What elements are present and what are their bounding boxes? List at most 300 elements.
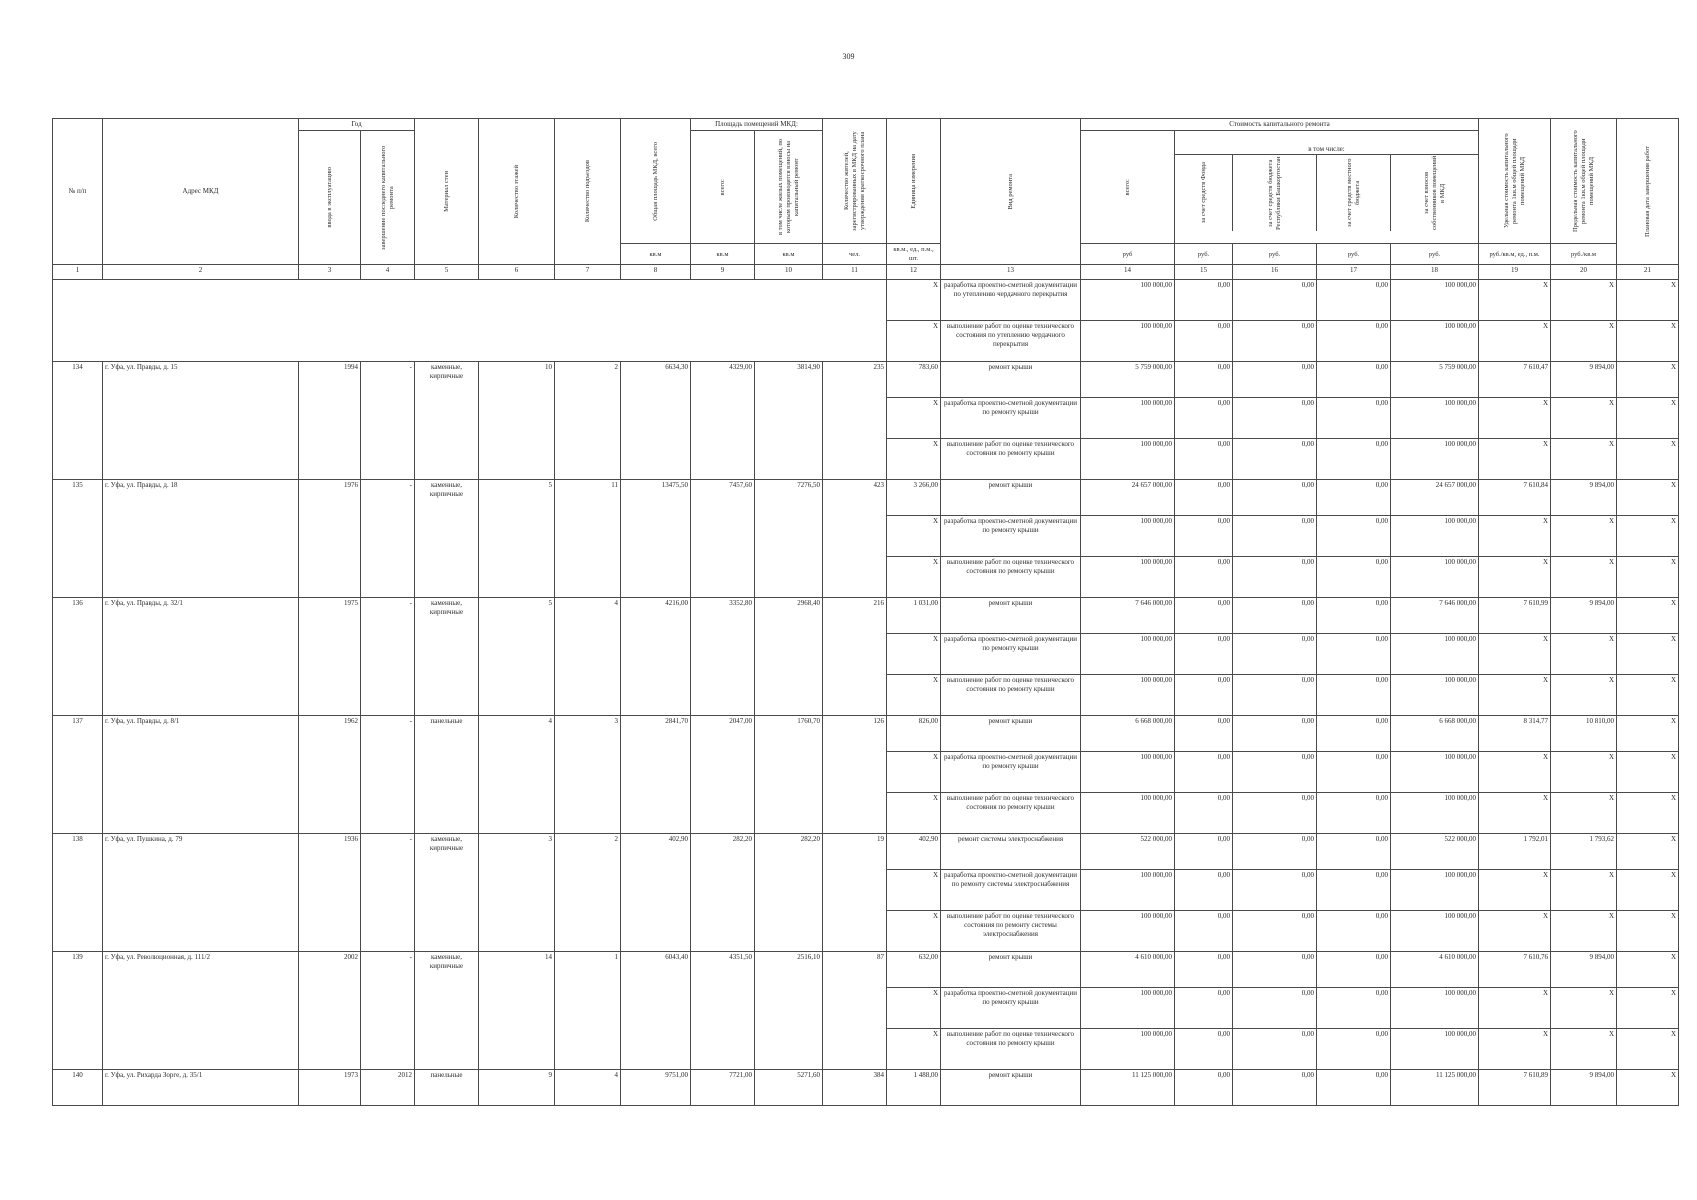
total-area-cell: 2841,70: [621, 716, 691, 834]
cost-total-cell: 100 000,00: [1081, 793, 1175, 834]
header-premises-total-text: всего:: [718, 178, 726, 196]
cost-local-cell: 0,00: [1317, 952, 1391, 988]
repair-type-cell: ремонт крыши: [941, 952, 1081, 988]
cost-republic-cell: 0,00: [1233, 716, 1317, 752]
header-planned-date-text: Плановая дата завершения работ: [1643, 145, 1651, 238]
cost-local-cell: 0,00: [1317, 1070, 1391, 1106]
cost-local-cell: 0,00: [1317, 398, 1391, 439]
year-last-repair-cell: -: [361, 834, 415, 952]
cost-fund-cell: 0,00: [1175, 834, 1233, 870]
total-area-cell: 4216,00: [621, 598, 691, 716]
owned-area-cell: 282,20: [755, 834, 823, 952]
header-planned-date: [1617, 119, 1679, 265]
year-last-repair-cell: -: [361, 716, 415, 834]
header-max-cost-text: Предельная стоимость капитального ремонта 1кв.м общей площади помещений МКД: [1571, 130, 1595, 232]
address-cell: г. Уфа, ул. Рихарда Зорге, д. 35/1: [103, 1070, 299, 1106]
cost-republic-cell: 0,00: [1233, 480, 1317, 516]
repair-type-cell: ремонт крыши: [941, 480, 1081, 516]
cost-total-cell: 7 646 000,00: [1081, 598, 1175, 634]
header-unit-cost-text: Удельная стоимость капитального ремонта 1кв.м общей площади помещений МКД: [1502, 133, 1526, 229]
header-total-area: [621, 119, 691, 244]
entrances-cell: 1: [555, 952, 621, 1070]
header-year-commission-text: ввода в эксплуатацию: [325, 167, 333, 228]
total-area-cell: 6043,40: [621, 952, 691, 1070]
unit-owned: кв.м: [755, 244, 823, 265]
header-cost-local-text: за счет средств местного бюджета: [1345, 158, 1361, 227]
entrances-cell: 3: [555, 716, 621, 834]
header-entrances: [555, 119, 621, 265]
entrances-cell: 4: [555, 1070, 621, 1106]
unit-cost-cell: X: [1479, 1029, 1551, 1070]
address-cell: г. Уфа, ул. Правды, д. 32/1: [103, 598, 299, 716]
cost-owners-cell: 100 000,00: [1391, 634, 1479, 675]
measure-cell: 1 488,00: [887, 1070, 941, 1106]
cost-local-cell: 0,00: [1317, 870, 1391, 911]
cost-local-cell: 0,00: [1317, 716, 1391, 752]
cost-republic-cell: 0,00: [1233, 1070, 1317, 1106]
year-commission-cell: 1994: [299, 362, 361, 480]
cost-total-cell: 100 000,00: [1081, 398, 1175, 439]
measure-cell: X: [887, 557, 941, 598]
unit-cost-cell: X: [1479, 280, 1551, 321]
measure-cell: 3 266,00: [887, 480, 941, 516]
max-cost-cell: 9 894,00: [1551, 952, 1617, 988]
header-premises-group: Площадь помещений МКД:: [691, 119, 823, 131]
continued-building-cell: [53, 280, 887, 362]
unit-cost-cell: 7 610,47: [1479, 362, 1551, 398]
repair-type-cell: разработка проектно-сметной документации по ремонту крыши: [941, 752, 1081, 793]
cost-local-cell: 0,00: [1317, 321, 1391, 362]
max-cost-cell: 9 894,00: [1551, 1070, 1617, 1106]
header-repair-type: [941, 119, 1081, 265]
cost-owners-cell: 100 000,00: [1391, 675, 1479, 716]
total-area-cell: 6634,30: [621, 362, 691, 480]
cost-fund-cell: 0,00: [1175, 675, 1233, 716]
year-last-repair-cell: 2012: [361, 1070, 415, 1106]
entrances-cell: 11: [555, 480, 621, 598]
cost-owners-cell: 100 000,00: [1391, 398, 1479, 439]
cost-local-cell: 0,00: [1317, 634, 1391, 675]
cost-local-cell: 0,00: [1317, 1029, 1391, 1070]
unit-cost-cell: X: [1479, 634, 1551, 675]
planned-date-cell: X: [1617, 439, 1679, 480]
repair-type-cell: выполнение работ по оценке технического состояния по ремонту крыши: [941, 1029, 1081, 1070]
row-number-cell: 139: [53, 952, 103, 1070]
cost-fund-cell: 0,00: [1175, 480, 1233, 516]
floors-cell: 10: [479, 362, 555, 480]
cost-owners-cell: 100 000,00: [1391, 870, 1479, 911]
cost-republic-cell: 0,00: [1233, 557, 1317, 598]
table-row: [53, 280, 1679, 321]
repair-type-cell: выполнение работ по оценке технического состояния по ремонту крыши: [941, 439, 1081, 480]
header-floors-text: Количество этажей: [512, 164, 520, 219]
cost-fund-cell: 0,00: [1175, 793, 1233, 834]
cost-total-cell: 24 657 000,00: [1081, 480, 1175, 516]
cost-owners-cell: 100 000,00: [1391, 280, 1479, 321]
measure-cell: X: [887, 752, 941, 793]
address-cell: г. Уфа, ул. Правды, д. 15: [103, 362, 299, 480]
row-number-cell: 134: [53, 362, 103, 480]
measure-cell: 632,00: [887, 952, 941, 988]
total-area-cell: 402,90: [621, 834, 691, 952]
unit-rub-unit-cost: руб./кв.м, ед., п.м.: [1479, 244, 1551, 265]
column-number: 12: [887, 265, 941, 280]
cost-owners-cell: 100 000,00: [1391, 752, 1479, 793]
measure-cell: X: [887, 280, 941, 321]
residents-cell: 19: [823, 834, 887, 952]
repair-plan-table: [52, 118, 1679, 1106]
cost-total-cell: 4 610 000,00: [1081, 952, 1175, 988]
cost-total-cell: 522 000,00: [1081, 834, 1175, 870]
cost-owners-cell: 11 125 000,00: [1391, 1070, 1479, 1106]
header-entrances-text: Количество подъездов: [583, 160, 591, 223]
table-header: [53, 119, 1679, 265]
max-cost-cell: 9 894,00: [1551, 598, 1617, 634]
unit-cost-cell: 7 610,99: [1479, 598, 1551, 634]
column-number: 10: [755, 265, 823, 280]
max-cost-cell: X: [1551, 1029, 1617, 1070]
total-area-cell: 9751,00: [621, 1070, 691, 1106]
planned-date-cell: X: [1617, 988, 1679, 1029]
cost-fund-cell: 0,00: [1175, 870, 1233, 911]
cost-owners-cell: 100 000,00: [1391, 988, 1479, 1029]
unit-cost-cell: X: [1479, 516, 1551, 557]
header-unit-measure-text: Единица измерения: [909, 153, 917, 209]
measure-cell: X: [887, 870, 941, 911]
column-number: 2: [103, 265, 299, 280]
cost-local-cell: 0,00: [1317, 793, 1391, 834]
cost-republic-cell: 0,00: [1233, 793, 1317, 834]
column-number: 18: [1391, 265, 1479, 280]
year-last-repair-cell: -: [361, 480, 415, 598]
unit-cost-cell: X: [1479, 557, 1551, 598]
column-number: 17: [1317, 265, 1391, 280]
unit-premises: кв.м: [691, 244, 755, 265]
year-commission-cell: 1975: [299, 598, 361, 716]
table-row: [53, 716, 1679, 752]
column-number: 3: [299, 265, 361, 280]
header-year-last-repair-text: завершение последнего капитального ремонта: [379, 145, 395, 250]
entrances-cell: 2: [555, 362, 621, 480]
cost-total-cell: 6 668 000,00: [1081, 716, 1175, 752]
cost-local-cell: 0,00: [1317, 598, 1391, 634]
column-number: 14: [1081, 265, 1175, 280]
owned-area-cell: 5271,60: [755, 1070, 823, 1106]
cost-owners-cell: 100 000,00: [1391, 793, 1479, 834]
max-cost-cell: 9 894,00: [1551, 480, 1617, 516]
header-unit-cost: [1479, 119, 1551, 244]
header-unit-measure: [887, 119, 941, 244]
cost-fund-cell: 0,00: [1175, 1029, 1233, 1070]
owned-area-cell: 1760,70: [755, 716, 823, 834]
cost-owners-cell: 6 668 000,00: [1391, 716, 1479, 752]
residents-cell: 87: [823, 952, 887, 1070]
owned-area-cell: 3814,90: [755, 362, 823, 480]
cost-republic-cell: 0,00: [1233, 675, 1317, 716]
planned-date-cell: X: [1617, 516, 1679, 557]
page-number: 309: [842, 52, 855, 61]
cost-owners-cell: 522 000,00: [1391, 834, 1479, 870]
total-area-cell: 13475,50: [621, 480, 691, 598]
cost-republic-cell: 0,00: [1233, 752, 1317, 793]
repair-type-cell: разработка проектно-сметной документации по ремонту крыши: [941, 398, 1081, 439]
planned-date-cell: X: [1617, 911, 1679, 952]
cost-owners-cell: 100 000,00: [1391, 1029, 1479, 1070]
owned-area-cell: 7276,50: [755, 480, 823, 598]
unit-rub-owners: руб.: [1391, 244, 1479, 265]
max-cost-cell: X: [1551, 280, 1617, 321]
cost-owners-cell: 7 646 000,00: [1391, 598, 1479, 634]
wall-material-cell: панельные: [415, 1070, 479, 1106]
cost-fund-cell: 0,00: [1175, 752, 1233, 793]
cost-republic-cell: 0,00: [1233, 280, 1317, 321]
column-number: 5: [415, 265, 479, 280]
max-cost-cell: X: [1551, 988, 1617, 1029]
measure-cell: X: [887, 675, 941, 716]
address-cell: г. Уфа, ул. Правды, д. 8/1: [103, 716, 299, 834]
measure-cell: X: [887, 1029, 941, 1070]
premises-cell: 4329,00: [691, 362, 755, 480]
header-cost-owners: [1391, 155, 1478, 231]
cost-local-cell: 0,00: [1317, 834, 1391, 870]
measure-cell: X: [887, 634, 941, 675]
year-last-repair-cell: -: [361, 598, 415, 716]
column-number: 6: [479, 265, 555, 280]
cost-republic-cell: 0,00: [1233, 952, 1317, 988]
wall-material-cell: каменные, кирпичные: [415, 952, 479, 1070]
floors-cell: 3: [479, 834, 555, 952]
cost-republic-cell: 0,00: [1233, 516, 1317, 557]
header-num: № п/п: [53, 119, 103, 265]
table-row: [53, 480, 1679, 516]
planned-date-cell: X: [1617, 952, 1679, 988]
residents-cell: 126: [823, 716, 887, 834]
address-cell: г. Уфа, ул. Революционная, д. 111/2: [103, 952, 299, 1070]
row-number-cell: 140: [53, 1070, 103, 1106]
header-residents-text: Количество жителей, зарегистрированных в МКД на дату утверждения краткосрочного плана: [842, 131, 866, 231]
unit-cost-cell: X: [1479, 321, 1551, 362]
address-cell: г. Уфа, ул. Пушкина, д. 79: [103, 834, 299, 952]
planned-date-cell: X: [1617, 1070, 1679, 1106]
cost-total-cell: 100 000,00: [1081, 557, 1175, 598]
repair-type-cell: ремонт крыши: [941, 598, 1081, 634]
address-cell: г. Уфа, ул. Правды, д. 18: [103, 480, 299, 598]
unit-cost-cell: X: [1479, 988, 1551, 1029]
row-number-cell: 136: [53, 598, 103, 716]
cost-fund-cell: 0,00: [1175, 398, 1233, 439]
unit-cost-cell: 8 314,77: [1479, 716, 1551, 752]
planned-date-cell: X: [1617, 480, 1679, 516]
header-premises-total: [691, 131, 755, 244]
planned-date-cell: X: [1617, 598, 1679, 634]
column-number-row: [53, 265, 1679, 280]
max-cost-cell: X: [1551, 911, 1617, 952]
floors-cell: 9: [479, 1070, 555, 1106]
cost-local-cell: 0,00: [1317, 752, 1391, 793]
header-cost-republic-text: за счет средств бюджета Республики Башкортостан: [1266, 155, 1282, 230]
year-commission-cell: 1936: [299, 834, 361, 952]
header-address: Адрес МКД: [103, 119, 299, 265]
cost-total-cell: 100 000,00: [1081, 1029, 1175, 1070]
owned-area-cell: 2516,10: [755, 952, 823, 1070]
column-number: 15: [1175, 265, 1233, 280]
unit-cost-cell: 1 792,01: [1479, 834, 1551, 870]
year-commission-cell: 1962: [299, 716, 361, 834]
repair-type-cell: выполнение работ по оценке технического состояния по утеплению чердачного перекрытия: [941, 321, 1081, 362]
header-year-group: Год: [299, 119, 415, 131]
repair-type-cell: выполнение работ по оценке технического состояния по ремонту крыши: [941, 675, 1081, 716]
unit-cost-cell: 7 610,84: [1479, 480, 1551, 516]
column-number: 19: [1479, 265, 1551, 280]
column-number: 7: [555, 265, 621, 280]
header-floors: [479, 119, 555, 265]
unit-area: кв.м: [621, 244, 691, 265]
cost-total-cell: 100 000,00: [1081, 752, 1175, 793]
repair-type-cell: разработка проектно-сметной документации по ремонту системы электроснабжения: [941, 870, 1081, 911]
year-commission-cell: 1973: [299, 1070, 361, 1106]
cost-owners-cell: 100 000,00: [1391, 321, 1479, 362]
cost-owners-cell: 5 759 000,00: [1391, 362, 1479, 398]
planned-date-cell: X: [1617, 362, 1679, 398]
wall-material-cell: каменные, кирпичные: [415, 480, 479, 598]
cost-republic-cell: 0,00: [1233, 362, 1317, 398]
cost-total-cell: 11 125 000,00: [1081, 1070, 1175, 1106]
cost-republic-cell: 0,00: [1233, 988, 1317, 1029]
row-number-cell: 137: [53, 716, 103, 834]
unit-cost-cell: X: [1479, 870, 1551, 911]
column-number: 20: [1551, 265, 1617, 280]
table-row: [53, 1070, 1679, 1106]
unit-cost-cell: X: [1479, 439, 1551, 480]
cost-fund-cell: 0,00: [1175, 362, 1233, 398]
cost-fund-cell: 0,00: [1175, 634, 1233, 675]
header-premises-owned: [755, 131, 823, 244]
table-row: [53, 362, 1679, 398]
cost-fund-cell: 0,00: [1175, 598, 1233, 634]
floors-cell: 14: [479, 952, 555, 1070]
header-year-commission: [299, 131, 361, 265]
planned-date-cell: X: [1617, 834, 1679, 870]
premises-cell: 7457,60: [691, 480, 755, 598]
cost-republic-cell: 0,00: [1233, 321, 1317, 362]
cost-fund-cell: 0,00: [1175, 1070, 1233, 1106]
cost-republic-cell: 0,00: [1233, 598, 1317, 634]
cost-total-cell: 100 000,00: [1081, 988, 1175, 1029]
unit-cost-cell: X: [1479, 675, 1551, 716]
cost-fund-cell: 0,00: [1175, 911, 1233, 952]
planned-date-cell: X: [1617, 870, 1679, 911]
header-residents: [823, 119, 887, 244]
header-cost-owners-text: за счет взносов собственников помещений в МКД: [1422, 155, 1446, 230]
cost-republic-cell: 0,00: [1233, 634, 1317, 675]
unit-cost-cell: X: [1479, 398, 1551, 439]
cost-fund-cell: 0,00: [1175, 952, 1233, 988]
unit-rub-fund: руб.: [1175, 244, 1233, 265]
cost-owners-cell: 24 657 000,00: [1391, 480, 1479, 516]
cost-owners-cell: 100 000,00: [1391, 557, 1479, 598]
residents-cell: 384: [823, 1070, 887, 1106]
header-max-cost: [1551, 119, 1617, 244]
max-cost-cell: X: [1551, 439, 1617, 480]
residents-cell: 235: [823, 362, 887, 480]
header-cost-incl-block: [1175, 131, 1479, 244]
column-number: 16: [1233, 265, 1317, 280]
planned-date-cell: X: [1617, 716, 1679, 752]
column-number: 8: [621, 265, 691, 280]
max-cost-cell: X: [1551, 398, 1617, 439]
row-number-cell: 138: [53, 834, 103, 952]
cost-fund-cell: 0,00: [1175, 516, 1233, 557]
cost-total-cell: 100 000,00: [1081, 321, 1175, 362]
cost-fund-cell: 0,00: [1175, 280, 1233, 321]
cost-local-cell: 0,00: [1317, 439, 1391, 480]
cost-fund-cell: 0,00: [1175, 988, 1233, 1029]
measure-cell: 402,90: [887, 834, 941, 870]
table-row: [53, 598, 1679, 634]
column-number: 11: [823, 265, 887, 280]
repair-type-cell: ремонт системы электроснабжения: [941, 834, 1081, 870]
unit-people: чел.: [823, 244, 887, 265]
floors-cell: 5: [479, 598, 555, 716]
cost-local-cell: 0,00: [1317, 557, 1391, 598]
measure-cell: X: [887, 321, 941, 362]
measure-cell: 1 031,00: [887, 598, 941, 634]
cost-local-cell: 0,00: [1317, 675, 1391, 716]
cost-local-cell: 0,00: [1317, 911, 1391, 952]
cost-local-cell: 0,00: [1317, 362, 1391, 398]
planned-date-cell: X: [1617, 634, 1679, 675]
entrances-cell: 4: [555, 598, 621, 716]
cost-local-cell: 0,00: [1317, 280, 1391, 321]
unit-cost-cell: X: [1479, 911, 1551, 952]
cost-republic-cell: 0,00: [1233, 911, 1317, 952]
header-cost-republic: [1233, 155, 1317, 231]
planned-date-cell: X: [1617, 321, 1679, 362]
unit-cost-cell: 7 610,89: [1479, 1070, 1551, 1106]
planned-date-cell: X: [1617, 557, 1679, 598]
header-cost-total: [1081, 131, 1175, 244]
cost-total-cell: 100 000,00: [1081, 634, 1175, 675]
cost-total-cell: 100 000,00: [1081, 911, 1175, 952]
row-number-cell: 135: [53, 480, 103, 598]
table-row: [53, 952, 1679, 988]
cost-fund-cell: 0,00: [1175, 557, 1233, 598]
max-cost-cell: X: [1551, 752, 1617, 793]
cost-republic-cell: 0,00: [1233, 439, 1317, 480]
measure-cell: X: [887, 911, 941, 952]
cost-republic-cell: 0,00: [1233, 398, 1317, 439]
planned-date-cell: X: [1617, 398, 1679, 439]
planned-date-cell: X: [1617, 793, 1679, 834]
owned-area-cell: 2968,40: [755, 598, 823, 716]
unit-measure: кв.м., ед., п.м., шт.: [887, 244, 941, 265]
header-wall-material-text: Материал стен: [442, 171, 450, 212]
cost-local-cell: 0,00: [1317, 480, 1391, 516]
header-wall-material: [415, 119, 479, 265]
unit-rub-republic: руб.: [1233, 244, 1317, 265]
cost-owners-cell: 100 000,00: [1391, 516, 1479, 557]
cost-total-cell: 100 000,00: [1081, 439, 1175, 480]
header-premises-owned-text: в том числе жилых помещений, по которым производятся взносы на капитальный ремонт: [776, 138, 800, 236]
premises-cell: 3352,80: [691, 598, 755, 716]
cost-total-cell: 100 000,00: [1081, 675, 1175, 716]
max-cost-cell: X: [1551, 321, 1617, 362]
planned-date-cell: X: [1617, 675, 1679, 716]
repair-type-cell: ремонт крыши: [941, 716, 1081, 752]
column-number: 9: [691, 265, 755, 280]
measure-cell: X: [887, 516, 941, 557]
cost-local-cell: 0,00: [1317, 988, 1391, 1029]
